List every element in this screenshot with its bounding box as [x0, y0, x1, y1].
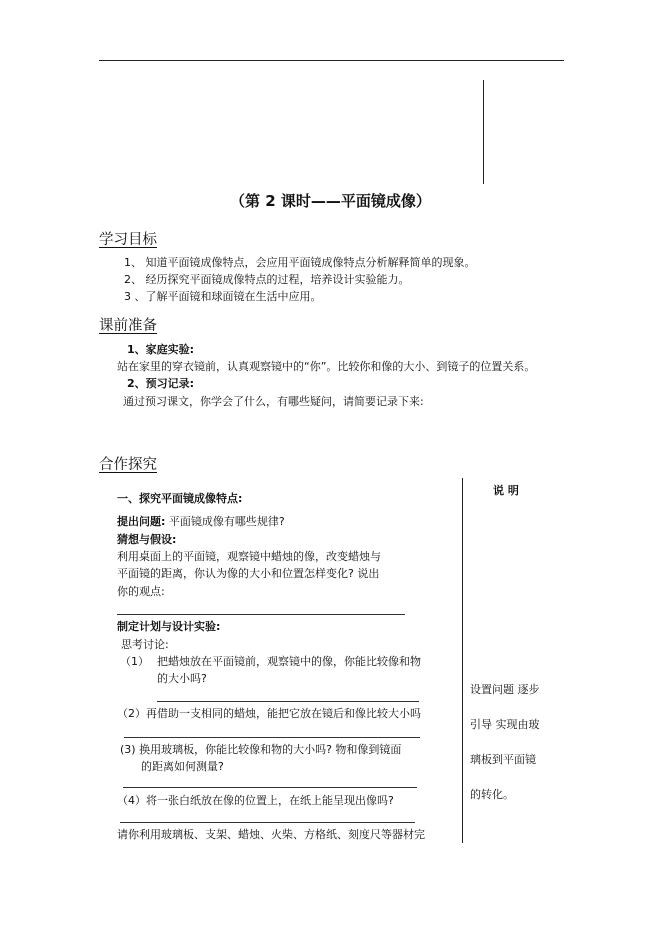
home-experiment-label: 1、家庭实验:: [127, 343, 195, 356]
side-column-rule: [462, 478, 463, 843]
question-row: [117, 515, 285, 529]
q3-line-2: 的距离如何测量?: [141, 760, 224, 773]
side-note-line-2: 引导 实现由玻: [470, 718, 540, 731]
q1-line-2: 的大小吗?: [157, 672, 207, 685]
objective-item-1: 1、 知道平面镜成像特点，会应用平面镜成像特点分析解释简单的现象。: [124, 256, 476, 269]
answer-blank-q1[interactable]: [157, 701, 419, 702]
lesson-title: （第 2 课时——平面镜成像）: [230, 192, 431, 210]
side-note-line-3: 璃板到平面镜: [470, 753, 536, 766]
q4-text: （4）将一张白纸放在像的位置上，在纸上能呈现出像吗?: [117, 794, 394, 807]
question-label: 提出问题:: [117, 515, 166, 528]
q1-number: （1）: [120, 655, 149, 668]
q2-text: （2）再借助一支相同的蜡烛，能把它放在镜后和像比较大小吗: [117, 707, 421, 720]
hypothesis-line-3: 你的观点:: [117, 585, 165, 598]
preview-text: 通过预习课文，你学会了什么，有哪些疑问，请简要记录下来:: [123, 395, 424, 408]
header-rule: [99, 60, 564, 61]
q3-line-1: (3) 换用玻璃板，你能比较像和物的大小吗? 物和像到镜面: [120, 743, 402, 756]
q1-line-1: 把蜡烛放在平面镜前，观察镜中的像，你能比较像和物: [157, 655, 421, 668]
plan-label: 制定计划与设计实验:: [117, 620, 221, 633]
hypothesis-line-2: 平面镜的距离，你认为像的大小和位置怎样变化? 说出: [117, 567, 380, 580]
objective-item-3: 3 、了解平面镜和球面镜在生活中应用。: [124, 290, 322, 303]
materials-text: 请你利用玻璃板、支架、蜡烛、火柴、方格纸、刻度尺等器材完: [117, 828, 425, 841]
objective-item-2: 2、 经历探究平面镜成像特点的过程，培养设计实验能力。: [124, 273, 410, 286]
question-text: 平面镜成像有哪些规律?: [165, 515, 285, 528]
objectives-heading: 学习目标: [99, 232, 157, 248]
side-notes-heading: 说 明: [493, 484, 519, 497]
discussion-label: 思考讨论:: [121, 638, 169, 651]
answer-blank-q3[interactable]: [123, 787, 417, 788]
side-note-line-1: 设置问题 逐步: [470, 683, 540, 696]
hypothesis-line-1: 利用桌面上的平面镜，观察镜中蜡烛的像，改变蜡烛与: [117, 550, 381, 563]
hypothesis-label: 猜想与假设:: [117, 533, 177, 546]
home-experiment-text: 站在家里的穿衣镜前，认真观察镜中的“你”。比较你和像的大小、到镜子的位置关系。: [117, 360, 536, 373]
top-vertical-rule: [483, 80, 484, 184]
answer-blank-q4[interactable]: [120, 822, 415, 823]
side-note-line-4: 的转化。: [470, 788, 514, 801]
coop-heading: 合作探究: [99, 457, 157, 473]
answer-blank-q2[interactable]: [124, 737, 420, 738]
part-one-heading: 一、探究平面镜成像特点:: [117, 492, 243, 505]
prep-heading: 课前准备: [99, 318, 157, 334]
preview-label: 2、预习记录:: [127, 377, 195, 390]
answer-blank-viewpoint[interactable]: [117, 614, 405, 615]
